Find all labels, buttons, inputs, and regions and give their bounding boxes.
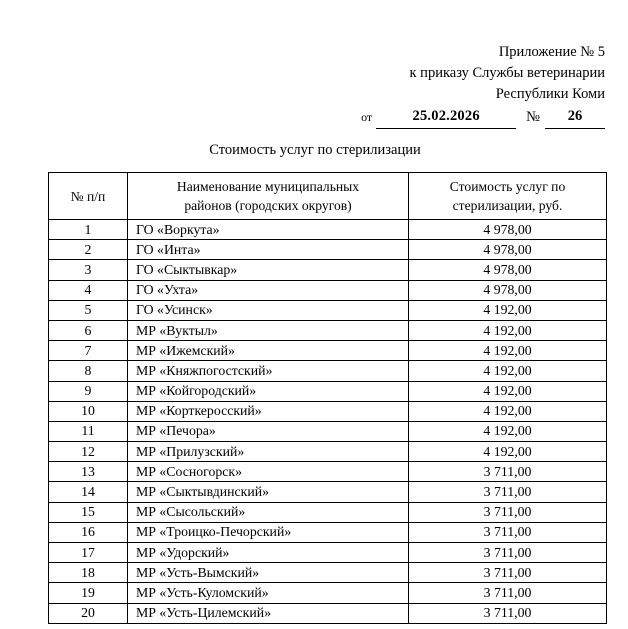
table-row: [49, 543, 607, 563]
cell-price: 4 192,00: [409, 361, 607, 381]
cell-price: 4 978,00: [409, 280, 607, 300]
cell-price: 3 711,00: [409, 563, 607, 583]
table-header: [49, 173, 607, 220]
sterilization-price-table: [48, 172, 607, 624]
table-row: [49, 563, 607, 583]
cell-row-number: 13: [49, 462, 128, 482]
order-from-label: от: [361, 110, 373, 124]
cell-row-number: 14: [49, 482, 128, 502]
table-row: [49, 462, 607, 482]
order-number-sign: №: [526, 109, 540, 125]
cell-price: 4 192,00: [409, 421, 607, 441]
table-row: [49, 240, 607, 260]
cell-municipality-name: ГО «Сыктывкар»: [128, 260, 409, 280]
table-row: [49, 280, 607, 300]
cell-row-number: 19: [49, 583, 128, 603]
order-date-value: 25.02.2026: [376, 106, 516, 129]
table-body: [49, 220, 607, 624]
cell-price: 3 711,00: [409, 502, 607, 522]
cell-price: 4 192,00: [409, 320, 607, 340]
table-row: [49, 421, 607, 441]
cell-municipality-name: МР «Сыктывдинский»: [128, 482, 409, 502]
cell-price: 4 192,00: [409, 401, 607, 421]
cell-price: 4 978,00: [409, 220, 607, 240]
cell-municipality-name: ГО «Усинск»: [128, 300, 409, 320]
table-row: [49, 603, 607, 623]
table-row: [49, 442, 607, 462]
cell-row-number: 5: [49, 300, 128, 320]
cell-municipality-name: МР «Койгородский»: [128, 381, 409, 401]
column-header-number: № п/п: [49, 173, 128, 220]
cell-price: 4 192,00: [409, 442, 607, 462]
cell-row-number: 16: [49, 522, 128, 542]
column-header-municipality: [128, 173, 409, 220]
cell-price: 3 711,00: [409, 522, 607, 542]
cell-price: 3 711,00: [409, 482, 607, 502]
cell-row-number: 2: [49, 240, 128, 260]
table-row: [49, 320, 607, 340]
cell-municipality-name: МР «Печора»: [128, 421, 409, 441]
cell-price: 3 711,00: [409, 462, 607, 482]
cell-municipality-name: МР «Корткеросский»: [128, 401, 409, 421]
table-row: [49, 220, 607, 240]
cell-municipality-name: МР «Сосногорск»: [128, 462, 409, 482]
cell-municipality-name: ГО «Воркута»: [128, 220, 409, 240]
cell-row-number: 6: [49, 320, 128, 340]
cell-row-number: 8: [49, 361, 128, 381]
cell-municipality-name: МР «Вуктыл»: [128, 320, 409, 340]
appendix-header-line-3: Республики Коми: [495, 86, 605, 102]
table-row: [49, 401, 607, 421]
order-number-value: 26: [545, 106, 605, 129]
cell-municipality-name: МР «Троицко-Печорский»: [128, 522, 409, 542]
table-row: [49, 341, 607, 361]
cell-row-number: 9: [49, 381, 128, 401]
cell-price: 4 192,00: [409, 300, 607, 320]
cell-municipality-name: МР «Ижемский»: [128, 341, 409, 361]
cell-price: 4 978,00: [409, 240, 607, 260]
cell-row-number: 12: [49, 442, 128, 462]
table-header-row: [49, 173, 607, 220]
cell-price: 4 978,00: [409, 260, 607, 280]
cell-row-number: 18: [49, 563, 128, 583]
cell-municipality-name: ГО «Ухта»: [128, 280, 409, 300]
cell-municipality-name: МР «Удорский»: [128, 543, 409, 563]
table-row: [49, 522, 607, 542]
column-header-price-line-2: стерилизации, руб.: [452, 198, 563, 213]
cell-municipality-name: МР «Усть-Вымский»: [128, 563, 409, 583]
cell-municipality-name: МР «Усть-Куломский»: [128, 583, 409, 603]
column-header-municipality-line-2: районов (городских округов): [184, 198, 352, 213]
cell-municipality-name: ГО «Инта»: [128, 240, 409, 260]
order-date-number-line: [361, 106, 605, 129]
cell-row-number: 3: [49, 260, 128, 280]
table-row: [49, 583, 607, 603]
page-title: Стоимость услуг по стерилизации: [209, 142, 421, 158]
cell-row-number: 11: [49, 421, 128, 441]
cell-municipality-name: МР «Княжпогостский»: [128, 361, 409, 381]
column-header-municipality-line-1: Наименование муниципальных: [176, 179, 360, 194]
cell-municipality-name: МР «Прилузский»: [128, 442, 409, 462]
table-row: [49, 361, 607, 381]
cell-municipality-name: МР «Сысольский»: [128, 502, 409, 522]
cell-price: 4 192,00: [409, 341, 607, 361]
cell-row-number: 10: [49, 401, 128, 421]
appendix-header-line-1: Приложение № 5: [498, 44, 605, 60]
appendix-header: [285, 42, 605, 105]
table-row: [49, 300, 607, 320]
column-header-price: [409, 173, 607, 220]
table-row: [49, 260, 607, 280]
cell-price: 4 192,00: [409, 381, 607, 401]
cell-price: 3 711,00: [409, 583, 607, 603]
table-row: [49, 381, 607, 401]
cell-row-number: 4: [49, 280, 128, 300]
table-row: [49, 482, 607, 502]
price-table-container: [48, 172, 579, 624]
cell-municipality-name: МР «Усть-Цилемский»: [128, 603, 409, 623]
cell-price: 3 711,00: [409, 543, 607, 563]
cell-price: 3 711,00: [409, 603, 607, 623]
cell-row-number: 20: [49, 603, 128, 623]
cell-row-number: 1: [49, 220, 128, 240]
appendix-header-line-2: к приказу Службы ветеринарии: [409, 65, 605, 81]
table-row: [49, 502, 607, 522]
cell-row-number: 7: [49, 341, 128, 361]
column-header-price-line-1: Стоимость услуг по: [449, 179, 566, 194]
cell-row-number: 15: [49, 502, 128, 522]
cell-row-number: 17: [49, 543, 128, 563]
